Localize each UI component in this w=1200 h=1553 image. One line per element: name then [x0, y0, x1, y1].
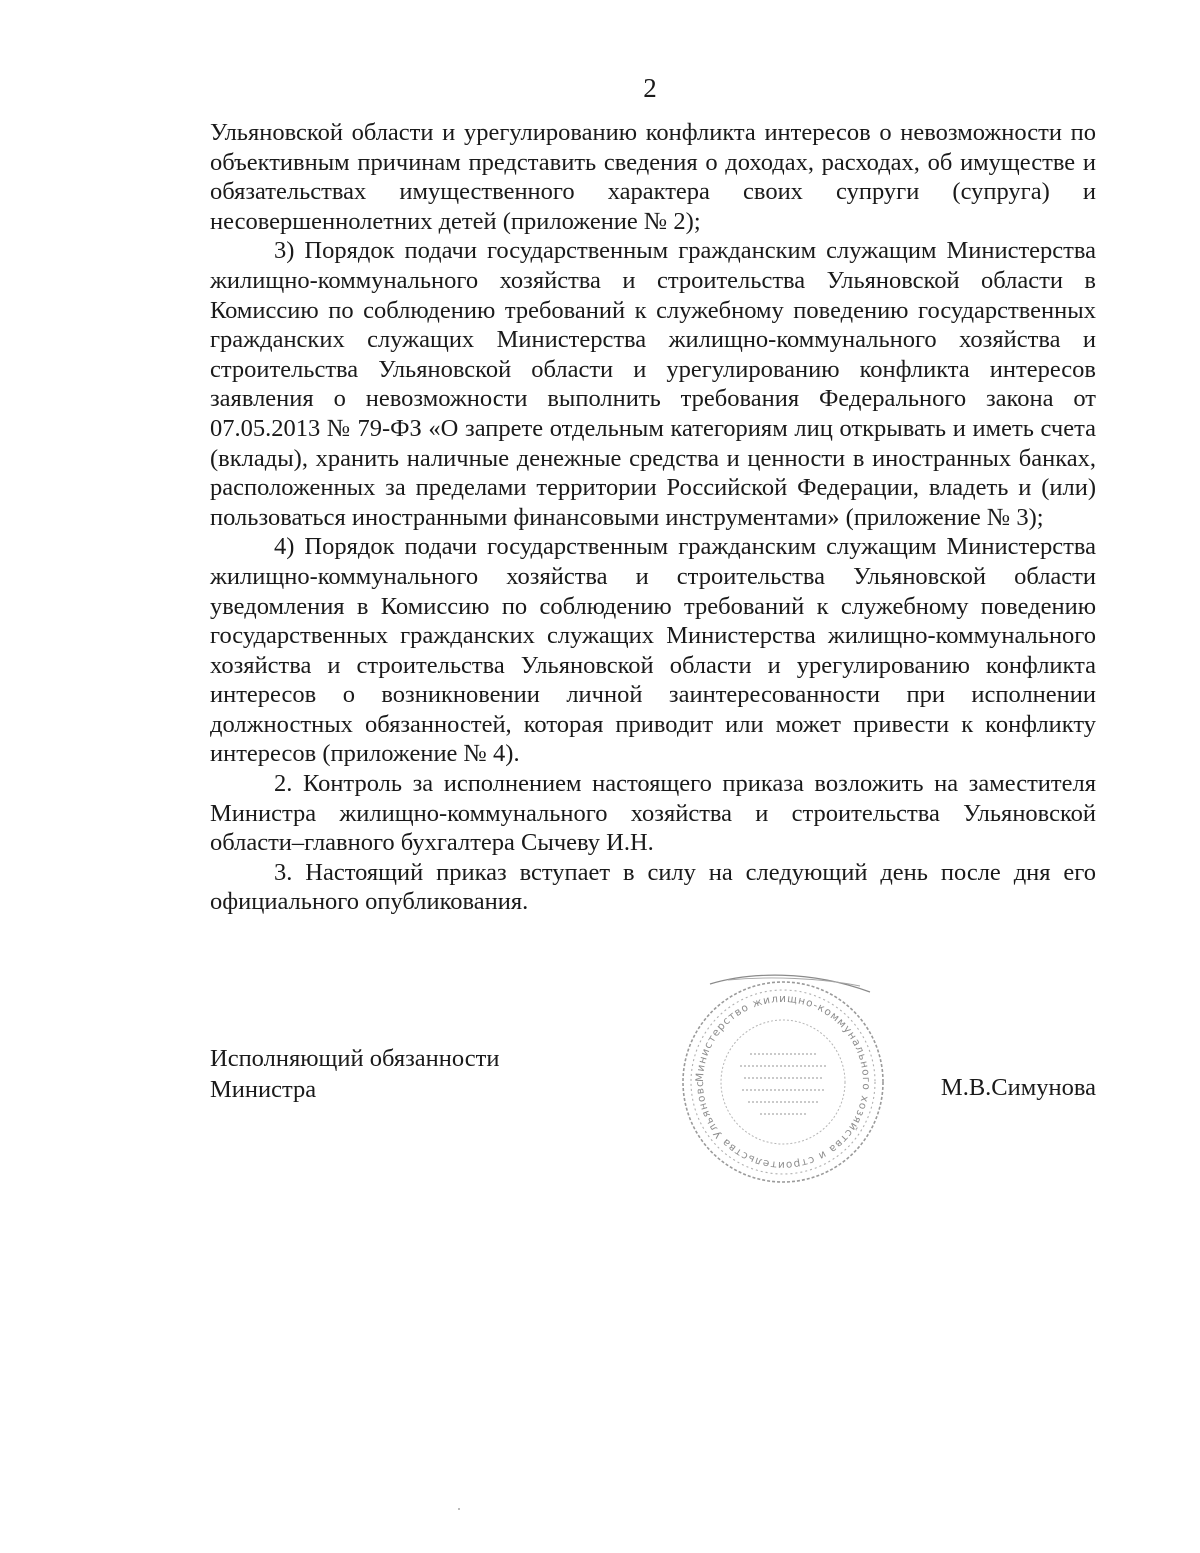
signatory-name: М.В.Симунова [940, 1074, 1096, 1101]
svg-text:Министерство жилищно-коммуналь [670, 962, 872, 1171]
scan-artifact [458, 1508, 460, 1510]
signatory-title-line2: Министра [210, 1076, 317, 1103]
document-body [210, 118, 1096, 917]
signatory-title [210, 1043, 499, 1105]
paragraph-item-3: 3) Порядок подачи государственным гражданским служащим Министерства жилищно-коммунального хозяйства и строительства Ульяновской области в Комиссию по соблюдению требований к служебному поведению государственных гражданских служащих Министерства жилищно-коммунального хозяйства и строительства Ульяновской области и урегулированию конфликта интересов заявления о невозможности выполнить требования Федерального закона от 07.05.2013 № 79-ФЗ «О запрете отдельным категориям лиц открывать и иметь счета (вклады), хранить наличные денежные средства и ценности в иностранных банках, расположенных за пределами территории Российской Федерации, владеть и (или) пользоваться иностранными финансовыми инструментами» (приложение № 3); [210, 237, 1096, 531]
paragraph-item-4: 4) Порядок подачи государственным гражданским служащим Министерства жилищно-коммунального хозяйства и строительства Ульяновской области уведомления в Комиссию по соблюдению требований к служебному поведению государственных гражданских служащих Министерства жилищно-коммунального хозяйства и строительства Ульяновской области и урегулированию конфликта интересов о возникновении личной заинтересованности при исполнении должностных обязанностей, которая приводит или может привести к конфликту интересов (приложение № 4). [210, 533, 1096, 768]
official-seal [670, 962, 900, 1202]
paragraph-control: 2. Контроль за исполнением настоящего приказа возложить на заместителя Министра жилищно-коммунального хозяйства и строительства Ульяновской области–главного бухгалтера Сычеву И.Н. [210, 770, 1096, 857]
paragraph-effective-date: 3. Настоящий приказ вступает в силу на следующий день после дня его официального опубликования. [210, 858, 1096, 916]
seal-graphic [670, 962, 900, 1202]
seal-ring-text: Министерство жилищно-коммунального хозяйства и строительства Ульяновс [693, 992, 873, 1172]
page-number: 2 [643, 73, 657, 103]
signatory-title-line1: Исполняющий обязанности [210, 1045, 500, 1072]
paragraph-continuation: Ульяновской области и урегулированию конфликта интересов о невозможности по объективным причинам представить сведения о доходах, расходах, об имуществе и обязательствах имущественного характера своих супруги (супруга) и несовершеннолетних детей (приложение № 2); [210, 119, 1096, 235]
